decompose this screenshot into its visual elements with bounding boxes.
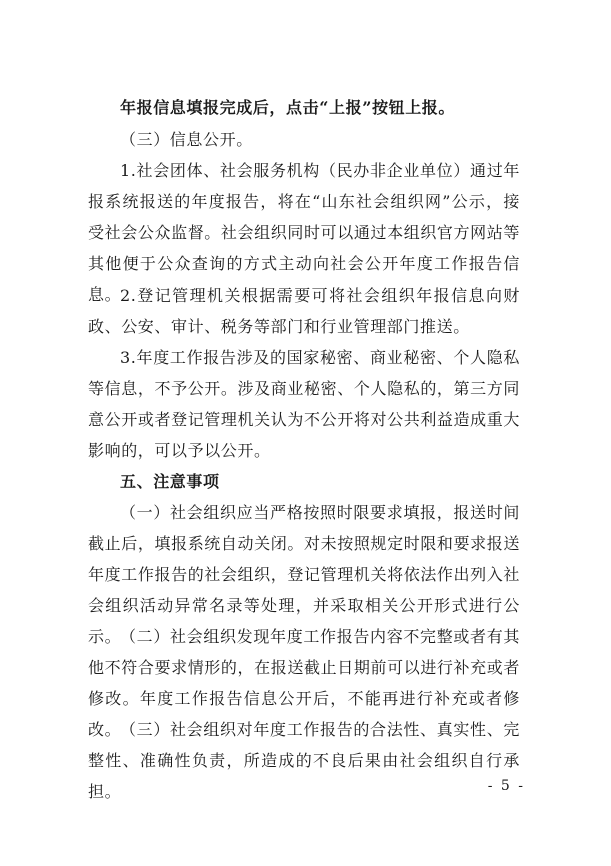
paragraph-1: 1.社会团体、社会服务机构（民办非企业单位）通过年报系统报送的年度报告，将在“山东社会组织网”公示，接受社会公众监督。社会组织同时可以通过本组织官方网站等其他便于公众查询的方式主动向社会公开年度工作报告信息。 xyxy=(88,161,520,304)
intro-line: 年报信息填报完成后，点击“上报”按钮上报。 xyxy=(120,98,456,117)
note-1: （一）社会组织应当严格按照时限要求填报，报送时间截止后，填报系统自动关闭。对未按照规定时限和要求报送年度工作报告的社会组织，登记管理机关将依法作出列入社会组织活动异常名录等处理，并采取相关公开形式进行公示。 xyxy=(88,503,520,646)
paragraph-3: 3.年度工作报告涉及的国家秘密、商业秘密、个人隐私等信息，不予公开。涉及商业秘密、个人隐私的，第三方同意公开或者登记管理机关认为不公开将对公共利益造成重大影响的，可以予以公开。 xyxy=(88,348,520,460)
paragraph-2: 2.登记管理机关根据需要可将社会组织年报信息向财政、公安、审计、税务等部门和行业管理部门推送。 xyxy=(88,286,520,336)
note-2: （二）社会组织发现年度工作报告内容不完整或者有其他不符合要求情形的，在报送截止日期前可以进行补充或者修改。年度工作报告信息公开后，不能再进行补充或者修改。 xyxy=(88,627,520,739)
subsection-3-title: （三）信息公开。 xyxy=(120,130,253,149)
page-number: - 5 - xyxy=(487,778,525,794)
section-5-title: 五、注意事项 xyxy=(120,472,220,491)
note-3: （三）社会组织对年度工作报告的合法性、真实性、完整性、准确性负责，所造成的不良后果由社会组织自行承担。 xyxy=(88,720,520,801)
